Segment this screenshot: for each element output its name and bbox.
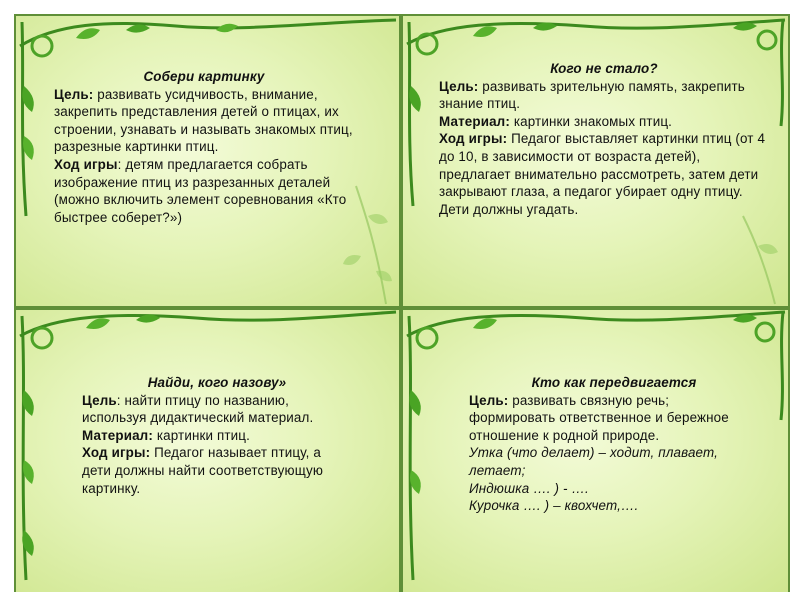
card-2-goal-text: развивать зрительную память, закрепить знание птиц. (439, 78, 745, 112)
card-3-material-label: Материал: (82, 427, 153, 443)
card-3-process-label: Ход игры: (82, 445, 151, 461)
card-3-goal-text: : найти птицу по названию, используя дидактический материал. (82, 392, 314, 426)
card-2-text (439, 60, 769, 218)
card-3-process-text: Педагог называет птицу, а дети должны найти соответствующую картинку. (82, 445, 324, 496)
card-2-goal-label: Цель: (439, 78, 479, 94)
card-3-goal-label: Цель (82, 392, 117, 408)
card-1-goal-label: Цель: (54, 86, 94, 102)
card-sheet (14, 14, 790, 592)
card-4-goal-label: Цель: (469, 392, 509, 408)
card-1-goal-text: развивать усидчивость, внимание, закрепить представления детей о птицах, их строении, узнавать и называть знакомых птиц, разрезные картинки птиц. (54, 86, 353, 155)
card-naydi-kogo-nazovu (16, 310, 399, 592)
card-3-title: Найди, кого назову» (147, 375, 287, 390)
card-3-material-text: картинки птиц. (156, 427, 251, 443)
card-4-example-3: Курочка …. ) – квохчет,…. (469, 498, 639, 514)
card-4-example-2: Индюшка …. ) - …. (469, 480, 589, 496)
card-4-text (469, 374, 759, 515)
card-1-process-label: Ход игры (54, 156, 118, 172)
card-sobery-kartinku (16, 16, 399, 306)
card-2-process-text: Педагог выставляет картинки птиц (от 4 до 10, в зависимости от возраста детей), предлагает внимательно рассмотреть, затем дети закрывают глаза, а педагог убирает одну птицу. Дети должны угадать. (439, 131, 766, 217)
card-2-title: Кого не стало? (550, 61, 658, 76)
card-4-title: Кто как передвигается (531, 375, 697, 390)
card-2-material-text: картинки знакомых птиц. (513, 113, 673, 129)
card-1-title: Собери картинку (143, 69, 265, 84)
card-kto-kak-peredvigaetsya (403, 310, 788, 592)
card-kogo-ne-stalo (403, 16, 788, 306)
card-2-material-label: Материал: (439, 113, 510, 129)
card-1-text (54, 68, 354, 226)
card-4-example-1: Утка (что делает) – ходит, плавает, летает; (469, 445, 719, 478)
card-3-text (82, 374, 352, 497)
card-4-goal-text: развивать связную речь; формировать ответственное и бережное отношение к родной природе. (469, 392, 729, 443)
card-2-process-label: Ход игры: (439, 131, 508, 147)
card-1-process-text: : детям предлагается собрать изображение птиц из разрезанных деталей (можно включить элемент соревнования «Кто быстрее соберет?») (54, 156, 347, 225)
